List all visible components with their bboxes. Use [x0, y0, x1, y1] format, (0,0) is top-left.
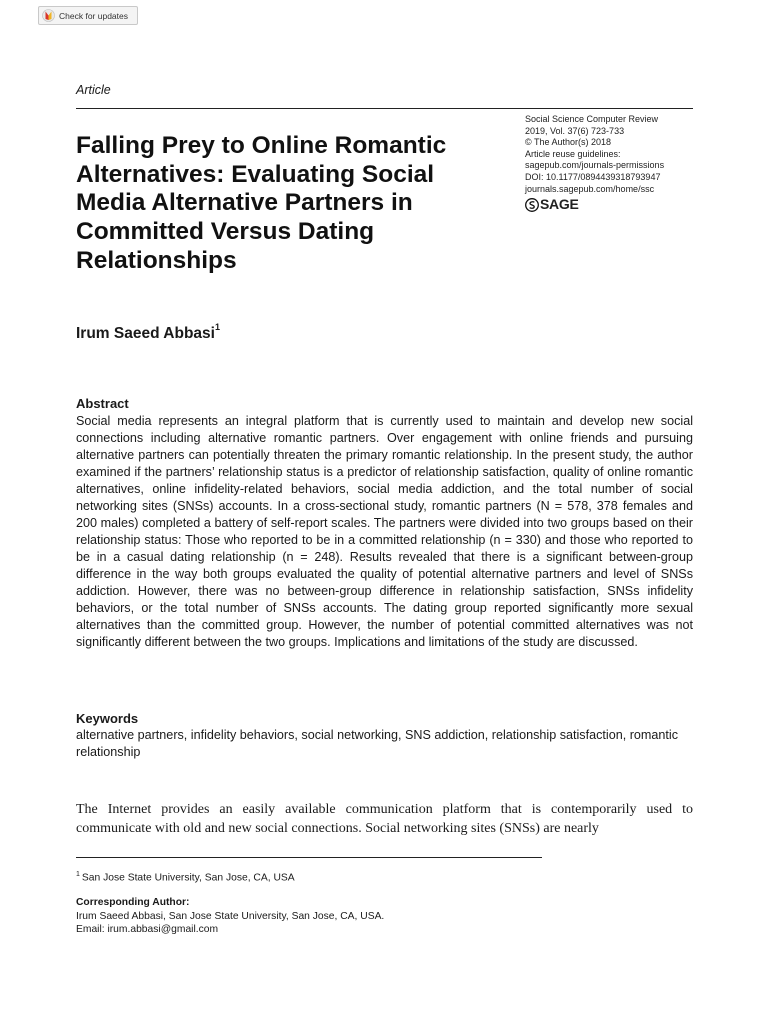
journal-info	[525, 114, 700, 212]
abstract-heading: Abstract	[76, 396, 129, 411]
author-name[interactable]: Irum Saeed Abbasi	[76, 325, 215, 343]
sage-logo	[525, 198, 700, 212]
footnote-mark: 1	[76, 871, 80, 878]
author-affiliation-mark: 1	[214, 322, 220, 332]
body-paragraph: The Internet provides an easily available communication platform that is contemporarily used to communicate with old and new social connections. Social networking sites (SNSs) are nearly	[76, 802, 693, 836]
journal-volume: 2019, Vol. 37(6) 723-733	[525, 125, 625, 136]
keywords-heading: Keywords	[76, 711, 139, 726]
footnote-text: San Jose State University, San Jose, CA, USA	[81, 872, 295, 884]
author-line	[76, 324, 220, 343]
abstract-text: Social media represents an integral platform that is currently used to maintain and develop new social connections including alternative romantic partners. Over engagement with online friends and pursuing alternative partners can potentially threaten the primary romantic relationship. In the present study, the author examined if the partners’ relationship status is a predictor of relationship satisfaction, quality of online romantic alternatives, online infidelity-related behaviors, social media addiction, and the total number of social networking sites (SNSs) accounts. In a cross-sectional study, romantic partners (N = 578, 378 females and 200 males) completed a battery of self-report scales. The partners were divided into two groups based on their relationship status: Those who reported to be in a committed relationship (n = 330) and those who reported to be in a casual dating relationship (n = 248). Results revealed that there is a significant between-group difference in the way both groups evaluated the quality of potential alternative partners and level of SNSs addiction. However, there was no between-group difference in relationship satisfaction, SNSs infidelity behaviors, or the total number of SNSs accounts. The dating group reported significantly more sexual alternatives than the committed group. However, the number of potential committed alternatives was not significantly different between the two groups. Implications and limitations of the study are discussed.	[76, 414, 693, 649]
journal-home-link[interactable]: journals.sagepub.com/home/ssc	[525, 183, 655, 194]
corresponding-author	[76, 896, 384, 937]
reuse-guidelines-label: Article reuse guidelines:	[525, 148, 621, 159]
footnote-rule	[76, 857, 542, 858]
doi-link[interactable]: DOI: 10.1177/0894439318793947	[525, 171, 661, 182]
check-for-updates-label: Check for updates	[59, 10, 128, 21]
corresponding-address: Irum Saeed Abbasi, San Jose State University, San Jose, CA, USA.	[76, 910, 385, 922]
crossmark-icon	[42, 9, 55, 22]
check-for-updates-button[interactable]	[38, 6, 138, 25]
sage-mark-icon	[525, 198, 539, 212]
journal-name: Social Science Computer Review	[525, 114, 659, 124]
article-title: Falling Prey to Online Romantic Alternatives: Evaluating Social Media Alternative Partners in Committed Versus Dating Relationships	[76, 132, 447, 274]
article-type-label: Article	[76, 83, 111, 97]
affiliation-footnote	[76, 868, 295, 884]
corresponding-email[interactable]: Email: irum.abbasi@gmail.com	[76, 924, 219, 935]
copyright: © The Author(s) 2018	[525, 137, 612, 148]
sage-wordmark: SAGE	[540, 196, 579, 213]
reuse-guidelines-link[interactable]: sagepub.com/journals-permissions	[525, 160, 665, 171]
keywords-text: alternative partners, infidelity behaviors, social networking, SNS addiction, relationship satisfaction, romantic relationship	[76, 728, 678, 759]
header-rule	[76, 108, 693, 109]
corresponding-heading: Corresponding Author:	[76, 897, 190, 908]
